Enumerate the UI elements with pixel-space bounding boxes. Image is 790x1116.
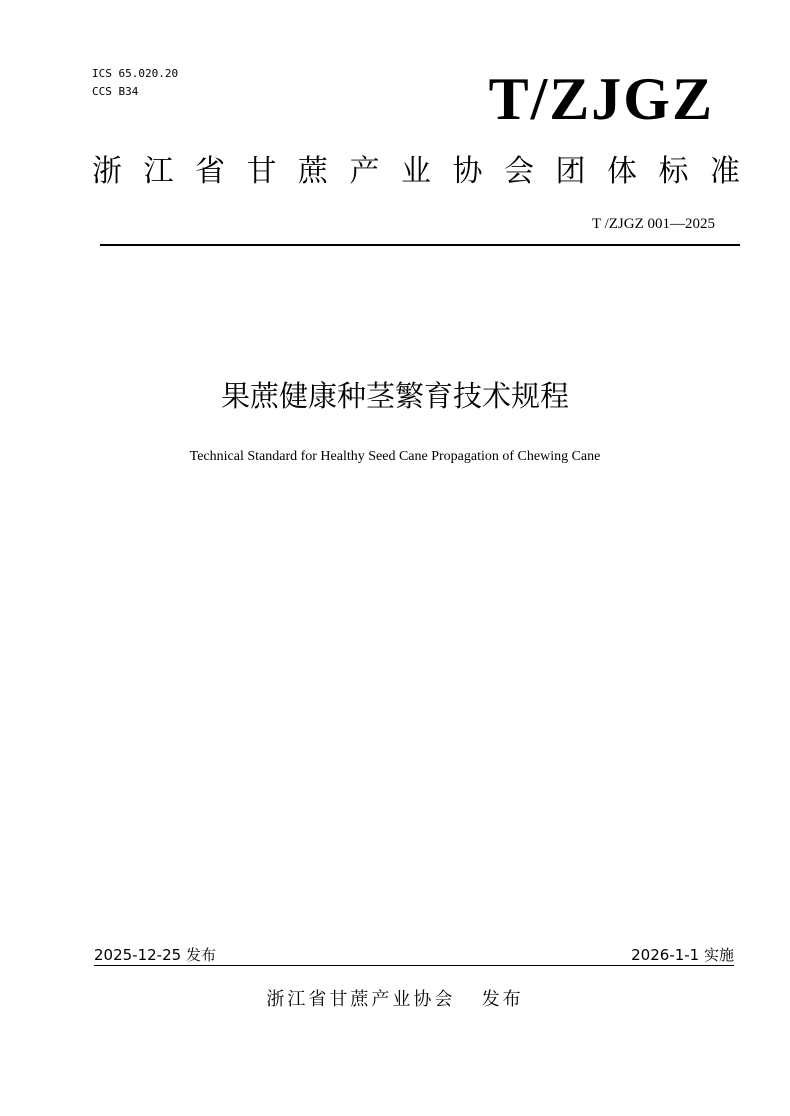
heading-char: 业 [401, 154, 431, 189]
heading-char: 浙 [92, 154, 122, 189]
heading-char: 甘 [246, 154, 277, 189]
heading-char: 产 [349, 154, 380, 189]
effective-date: 2026-1-1 实施 [631, 946, 734, 964]
footer-divider [94, 965, 734, 966]
heading-char: 蔗 [298, 154, 328, 189]
heading-char: 团 [555, 154, 586, 189]
heading-char: 江 [143, 154, 174, 189]
heading-char: 标 [658, 154, 689, 189]
document-title-chinese: 果蔗健康种茎繁育技术规程 [220, 379, 569, 413]
ccs-code: CCS B34 [92, 85, 139, 98]
association-standard-heading [92, 150, 740, 194]
heading-char: 会 [504, 154, 534, 189]
issue-date: 2025-12-25 发布 [94, 946, 216, 964]
heading-char: 协 [452, 154, 483, 189]
header-divider [100, 244, 740, 246]
heading-char: 准 [710, 154, 740, 189]
standard-logo: T/ZJGZ [488, 66, 714, 132]
document-title-english: Technical Standard for Healthy Seed Cane Propagation of Chewing Cane [189, 449, 601, 464]
standard-number: T /ZJGZ 001—2025 [591, 216, 715, 232]
publisher: 浙江省甘蔗产业协会 发布 [266, 989, 524, 1010]
heading-char: 省 [195, 154, 225, 189]
heading-char: 体 [607, 154, 637, 189]
ics-code: ICS 65.020.20 [92, 67, 179, 80]
